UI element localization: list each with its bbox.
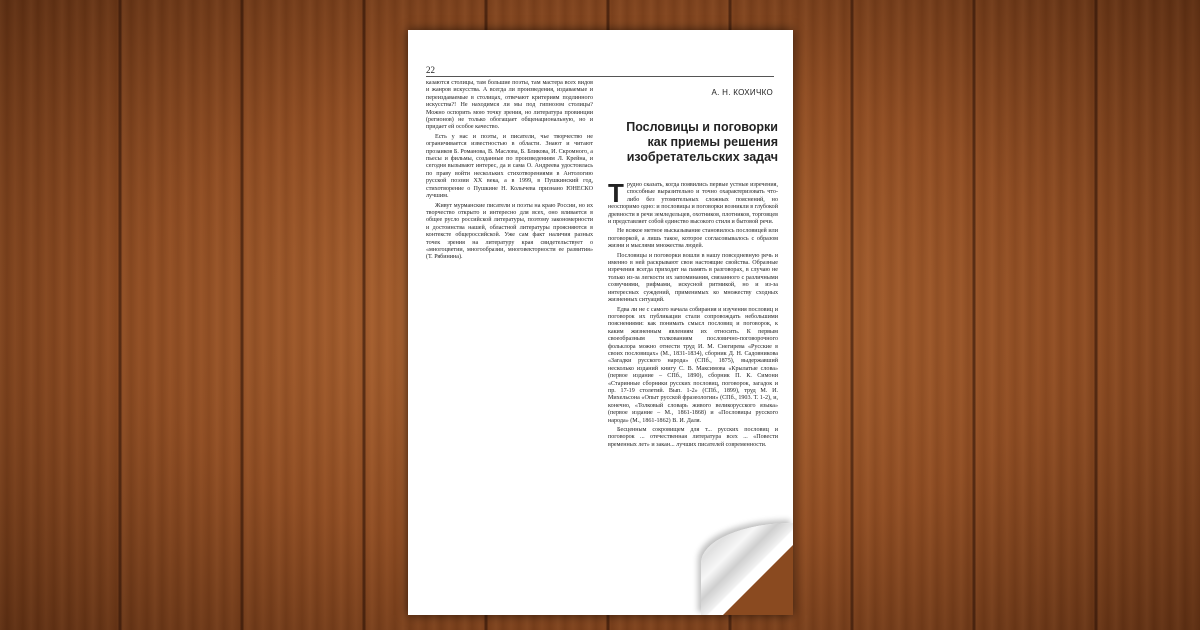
right-column <box>608 178 778 451</box>
article-author: А. Н. КОХИЧКО <box>711 88 773 97</box>
right-paragraph-5: Бесценным сокровищем для т... русских пословиц и поговорок ... отечественная литература всех ... «Повести временных лет» и закан... лучших писателей современности. <box>608 427 778 448</box>
drop-cap: Т <box>608 178 624 208</box>
left-paragraph-2: Есть у нас и поэты, и писатели, чье творчество не ограничивается известностью в области. Знают и читают прозаиков Б. Романова, В. Маслова, Б. Бликова, И. Скромного, а пьесы и фильмы, созданные по произведениям Л. Крейна, и сегодня вызывают интерес, да и сама О. Андреева удостоилась по праву войти нескольких стихотворениями в Антологию русской поэзии XX века, а в 1999, в Пушкинский год, стихотворение о Пушкине Н. Колычева признано ЮНЕСКО лучшим. <box>426 133 593 200</box>
right-paragraph-2: Не всякое метное высказывание становилось пословицей или поговоркой, а лишь такое, которое согласовывалось с образом жизни и мыслями множества людей. <box>608 228 778 250</box>
header-rule <box>426 76 774 77</box>
document-page <box>408 30 793 615</box>
right-paragraph-1-text: рудно сказать, когда появились первые устные изречения, способные выразительно и точно охарактеризовать что-либо без утомительных сложных пояснений, но неоспоримо одно: и пословицы и поговорки возникли в глубокой древности в речи земледельцев, охотников, плотников, торговцев и представляет собой единство высокого стиля и бытовой речи. <box>608 182 778 226</box>
article-title: Пословицы и поговорки как приемы решения изобретательских задач <box>626 120 778 164</box>
page-number: 22 <box>426 65 435 75</box>
page-curl-icon[interactable] <box>701 523 793 615</box>
right-paragraph-4: Едва ли не с самого начала собирания и изучения пословиц и поговорок их публикации стали сопровождать небольшими пояснениями: как понимать смысл пословиц и поговорок, к каким жизненным явлениям их относить. К первым своеобразным толкованиям пословично-поговорочного фольклора можно отнести труд И. М. Снегирева «Русские в своих пословицах» (М., 1831-1834), сборник Д. Н. Садовникова «Загадки русского народа» (СПб., 1875), выдержавший несколько изданий книгу С. В. Максимова «Крылатые слова» (первое издание – СПб., 1890), сборник П. К. Симони «Старинные сборники русских пословиц, поговорок, загадок и пр. 17-19 столетий. Вып. 1-2» (СПб., 1899), труд М. И. Михельсона «Опыт русской фразеологии» (СПб., 1903. Т. 1-2), и, конечно, «Толковый словарь живого великорусского языка» (первое издание – М., 1861-1868) и «Пословицы русского народа» (М., 1861-1862) В. И. Даля. <box>608 306 778 424</box>
left-column <box>426 80 593 264</box>
right-paragraph-3: Пословицы и поговорки вошли в нашу повседневную речь и именно в ней раскрывают свои настоящие свойства. Образные изречения всегда приходят на память в разговорах, в случаю не только из-за легкости их запоминания, связанного с различными созвучиями, рифмами, искусной ритмикой, но и из-за интересных суждений, применимых ко множеству сходных жизненных ситуаций. <box>608 252 778 304</box>
left-paragraph-1: казаются столицы, там большие поэты, там мастера всех видов и жанров искусства. А всегда ли произведения, издаваемые и переиздаваемые в столицах, отвечают критериям подлинного искусства?! Не находимся ли мы под гипнозом столицы? Можно оспорить мою точку зрения, но литература провинции (регионов) не только обогащает общенациональную, но и придает ей особое качество. <box>426 80 593 131</box>
right-paragraph-1 <box>608 178 778 226</box>
left-paragraph-3: Живут мурманские писатели и поэты на краю России, но их творчество открыто и интересно для всех, оно вливается в общее русло российской литературы, поэтому закономерности и достоинства нашей, областной литературы проясняются в контексте общероссийской. Уже сам факт наличия разных точек зрения на литературу края свидетельствует о «многоцветии, многообразии, многовекторности ее развития» (Т. Рябинина). <box>426 202 593 261</box>
